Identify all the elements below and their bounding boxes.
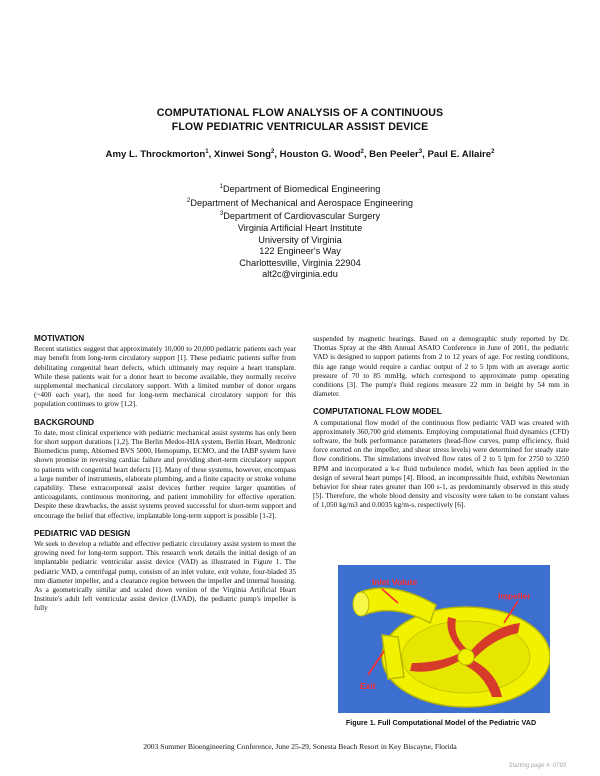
- impeller-hub: [458, 649, 474, 665]
- section-heading-pediatric-vad: PEDIATRIC VAD DESIGN: [34, 528, 131, 538]
- section-body-computational: A computational flow model of the continuous flow pediatric VAD was created with approximately 360,700 grid elements. Employing computational fluid dynamics (CFD) software, the bulk performance parameters (head-flow curves, pump efficiency, fluid force exerted on the impeller, and shear stress levels) were determined for steady state flow conditions. The simulations involved flow rates of 2 to 5 lpm for 2750 to 3250 RPM and incorporated a k-ε fluid turbulence model, which has been applied in the design of several heart pumps [4]. Blood, an incompressible fluid, exhibits Newtonian behavior for shear rates greater than 100 s-1, as predominantly observed in this study [5]. Therefore, the whole blood density and viscosity were taken to be constant values of 1,050 kg/m3 and 0.0035 kg/m-s, respectively [6].: [313, 417, 569, 510]
- title-line-2: FLOW PEDIATRIC VENTRICULAR ASSIST DEVICE: [171, 121, 429, 133]
- section-heading-background: BACKGROUND: [34, 417, 95, 427]
- affiliations: [0, 182, 600, 281]
- author-name: Xinwei Song: [213, 149, 271, 161]
- page-stamp: Starting page #: 0793: [508, 763, 566, 769]
- author-name: Amy L. Throckmorton: [105, 149, 206, 161]
- affiliation-email[interactable]: alt2c@virginia.edu: [262, 269, 338, 280]
- section-heading-motivation: MOTIVATION: [34, 334, 85, 343]
- section-body-background: To date, most clinical experience with pediatric mechanical assist systems has only been for short support durations [1,2]. The Berlin Medos-HIA system, Berlin Heart, Medtronic Biomedicus pump, Abiomed BVS 5000, Hemopump, ECMO, and the IABP system have shown promise in reversing cardiac failure and providing short-term circulatory support to patients with congenital heart defects [1]. Many of these systems, however, encompass a large number of instruments, elaborate plumbing, and a finite capacity or stroke volume capability. These extracorporeal assist devices further require larger quantities of anticoagulants, continuous monitoring, and patient immobility for effective operation. Despite these drawbacks, the assist systems proved successful for short-term support and encourage the belief that effective, implantable long-term support is possible [1-2].: [34, 427, 296, 520]
- author-sup: 3: [418, 149, 423, 155]
- figure-caption: Figure 1. Full Computational Model of the Pediatric VAD: [345, 718, 537, 727]
- author-list: Amy L. Throckmorton$^1$, Xinwei Song$^2$, Houston G. Wood$^2$, Ben Peeler$^3$, Paul E. Allaire$^2$: [105, 149, 495, 161]
- affiliation-university: University of Virginia: [258, 234, 342, 245]
- paper-title: [0, 106, 600, 134]
- conference-footer: 2003 Summer Bioengineering Conference, June 25-29, Sonesta Beach Resort in Key Biscayne, Florida: [143, 742, 457, 751]
- inlet-volute-label: Inlet Volute: [372, 577, 418, 587]
- exit-label: Exit: [360, 681, 376, 691]
- left-column: [34, 334, 296, 613]
- section-body-motivation: Recent statistics suggest that approximately 10,000 to 20,000 pediatric patients each year may benefit from long-term circulatory support [1]. These pediatric patients suffer from debilitating congenital heart defects, which ultimately may require a heart transplant. While these patients wait for a donor heart to become available, they normally receive supplemental mechanical circulatory support. With a limited number of donor organs (~400 each year), the need for long-term mechanical circulatory support for this population continues to grow [1,2].: [34, 344, 296, 409]
- author-sup: 2: [360, 149, 364, 155]
- title-line-1: COMPUTATIONAL FLOW ANALYSIS OF A CONTINUOUS: [156, 107, 444, 119]
- section-body-continued: suspended by magnetic bearings. Based on a demographic study reported by Dr. Thomas Spray at the 48th Annual ASAIO Conference in June of 2001, the pediatric VAD is designed to support patients from 2 to 12 years of age. For resting conditions, this age range would require a cardiac output of 2 to 5 lpm with an average aortic pressure of 70 to 85 mmHg, which correspond to approximate pump operating conditions [3]. The pump's fluid regions measure 22 mm in height by 54 mm in diameter.: [313, 334, 569, 399]
- author-sup: 2: [270, 149, 275, 155]
- author-name: Paul E. Allaire: [427, 149, 492, 161]
- affiliation-institute: Virginia Artificial Heart Institute: [237, 222, 363, 233]
- impeller-label: Impeller: [498, 591, 531, 601]
- affiliation-dept-1: $^1$Department of Biomedical Engineering: [219, 184, 381, 195]
- section-heading-computational: COMPUTATIONAL FLOW MODEL: [313, 407, 442, 417]
- affiliation-dept-3: $^3$Department of Cardiovascular Surgery: [219, 211, 381, 222]
- author-name: Houston G. Wood: [279, 149, 361, 161]
- author-sup: 1: [205, 149, 209, 155]
- author-name: Ben Peeler: [369, 149, 419, 161]
- inlet-opening: [353, 592, 369, 616]
- pump-illustration: [338, 565, 550, 713]
- figure-pump-model: [338, 565, 550, 713]
- author-sup: 2: [491, 149, 495, 155]
- right-column: [313, 334, 569, 510]
- affiliation-dept-2: $^2$Department of Mechanical and Aerospace Engineering: [186, 197, 414, 208]
- section-body-pediatric-vad: We seek to develop a reliable and effective pediatric circulatory assist system to meet the growing need for long-term support. This research work details the initial design of an implantable pediatric ventricular assist device (VAD) as illustrated in Figure 1. The pediatric VAD, a centrifugal pump, consists of an inlet volute, exit volute, four-bladed 35 mm diameter impeller, and a clearance region between the impeller and internal housing. As a geometrically similar and scaled down version of the Virginia Artificial Heart Institute's adult left ventricular assist device (LVAD), the pediatric pump's impeller is fully: [34, 539, 296, 613]
- affiliation-city: Charlottesville, Virginia 22904: [239, 257, 361, 268]
- affiliation-street: 122 Engineer's Way: [259, 246, 341, 257]
